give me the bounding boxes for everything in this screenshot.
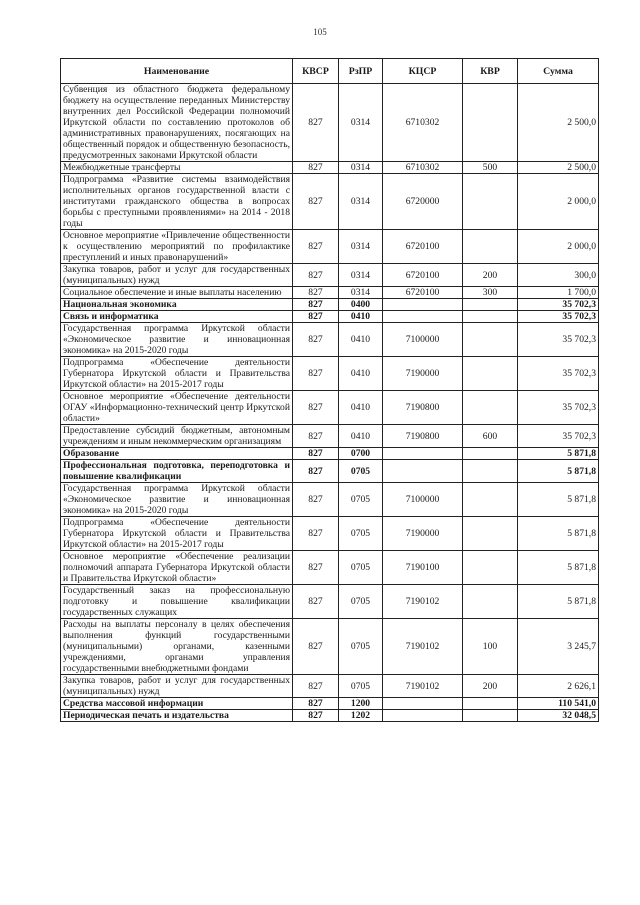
cell-kvsr: 827 (293, 84, 339, 162)
cell-name: Субвенция из областного бюджета федеральному бюджету на осуществление переданных Министерству внутренних дел Российской Федерации полномочий Иркутской области по составлению протоколов об административных правонарушениях, посягающих на общественный порядок и общественную безопасность, предусмотренных законами Иркутской области (61, 84, 293, 162)
cell-sum: 2 500,0 (518, 162, 599, 174)
cell-rzpr: 0314 (339, 162, 383, 174)
cell-kcsr (383, 311, 463, 323)
cell-rzpr: 1200 (339, 698, 383, 710)
table-section-row (61, 311, 599, 323)
cell-sum: 35 702,3 (518, 311, 599, 323)
cell-kvr: 200 (463, 264, 518, 287)
cell-sum: 35 702,3 (518, 425, 599, 448)
cell-kvr (463, 517, 518, 551)
cell-sum: 35 702,3 (518, 323, 599, 357)
table-row (61, 585, 599, 619)
cell-name: Государственный заказ на профессиональную подготовку и повышение квалификации государственных служащих (61, 585, 293, 619)
cell-sum: 5 871,8 (518, 517, 599, 551)
cell-kvsr: 827 (293, 460, 339, 483)
header-kvsr: КВСР (293, 59, 339, 84)
page-number: 105 (313, 27, 327, 37)
table-row (61, 357, 599, 391)
cell-kcsr (383, 460, 463, 483)
cell-rzpr: 0410 (339, 323, 383, 357)
cell-kvr (463, 323, 518, 357)
cell-name: Межбюджетные трансферты (61, 162, 293, 174)
table-row (61, 391, 599, 425)
cell-rzpr: 0314 (339, 84, 383, 162)
table-section-row (61, 698, 599, 710)
cell-kvsr: 827 (293, 162, 339, 174)
table-row (61, 551, 599, 585)
cell-kcsr: 7190102 (383, 675, 463, 698)
cell-name: Расходы на выплаты персоналу в целях обеспечения выполнения функций государственными (муниципальными) органами, казенными учреждениями, органами управления государственными внебюджетными фондами (61, 619, 293, 675)
cell-kcsr: 6720100 (383, 230, 463, 264)
cell-kcsr: 7100000 (383, 323, 463, 357)
cell-kvr: 600 (463, 425, 518, 448)
cell-kvr (463, 311, 518, 323)
budget-table (60, 58, 599, 722)
cell-rzpr: 0410 (339, 357, 383, 391)
cell-kvsr: 827 (293, 517, 339, 551)
cell-name: Основное мероприятие «Привлечение общественности к осуществлению мероприятий по профилактике преступлений и иных правонарушений» (61, 230, 293, 264)
cell-kvr (463, 299, 518, 311)
cell-rzpr: 0705 (339, 460, 383, 483)
cell-kcsr (383, 698, 463, 710)
cell-name: Социальное обеспечение и иные выплаты населению (61, 287, 293, 299)
cell-name: Подпрограмма «Обеспечение деятельности Губернатора Иркутской области и Правительства Иркутской области» на 2015-2017 годы (61, 357, 293, 391)
cell-kvsr: 827 (293, 551, 339, 585)
table-row (61, 264, 599, 287)
cell-kvsr: 827 (293, 299, 339, 311)
table-row (61, 230, 599, 264)
cell-rzpr: 0410 (339, 391, 383, 425)
cell-sum: 2 626,1 (518, 675, 599, 698)
cell-name: Средства массовой информации (61, 698, 293, 710)
header-sum: Сумма (518, 59, 599, 84)
cell-kvr (463, 391, 518, 425)
cell-kvsr: 827 (293, 710, 339, 722)
cell-sum: 1 700,0 (518, 287, 599, 299)
cell-rzpr: 0705 (339, 517, 383, 551)
cell-sum: 35 702,3 (518, 391, 599, 425)
cell-kvr (463, 174, 518, 230)
cell-name: Профессиональная подготовка, переподготовка и повышение квалификации (61, 460, 293, 483)
cell-sum: 5 871,8 (518, 483, 599, 517)
cell-name: Связь и информатика (61, 311, 293, 323)
cell-kcsr: 7190100 (383, 551, 463, 585)
cell-kvsr: 827 (293, 619, 339, 675)
cell-kcsr: 6710302 (383, 84, 463, 162)
cell-sum: 35 702,3 (518, 299, 599, 311)
cell-kvr (463, 84, 518, 162)
cell-kcsr: 7190800 (383, 391, 463, 425)
table-row (61, 517, 599, 551)
cell-kvr (463, 551, 518, 585)
cell-sum: 300,0 (518, 264, 599, 287)
cell-kvsr: 827 (293, 448, 339, 460)
header-kcsr: КЦСР (383, 59, 463, 84)
cell-kcsr: 6720100 (383, 287, 463, 299)
cell-rzpr: 0700 (339, 448, 383, 460)
cell-rzpr: 0314 (339, 264, 383, 287)
cell-rzpr: 0705 (339, 675, 383, 698)
cell-kvsr: 827 (293, 230, 339, 264)
cell-sum: 2 000,0 (518, 230, 599, 264)
cell-sum: 2 500,0 (518, 84, 599, 162)
cell-sum: 32 048,5 (518, 710, 599, 722)
cell-name: Основное мероприятие «Обеспечение реализации полномочий аппарата Губернатора Иркутской области и Правительства Иркутской области» (61, 551, 293, 585)
cell-rzpr: 0314 (339, 230, 383, 264)
cell-kvr: 500 (463, 162, 518, 174)
cell-kvsr: 827 (293, 264, 339, 287)
cell-rzpr: 0705 (339, 619, 383, 675)
cell-rzpr: 0705 (339, 483, 383, 517)
cell-kcsr: 7190800 (383, 425, 463, 448)
cell-name: Закупка товаров, работ и услуг для государственных (муниципальных) нужд (61, 675, 293, 698)
cell-kvr (463, 230, 518, 264)
cell-kcsr: 7190102 (383, 585, 463, 619)
cell-rzpr: 0314 (339, 174, 383, 230)
cell-sum: 3 245,7 (518, 619, 599, 675)
cell-kvr (463, 698, 518, 710)
cell-name: Образование (61, 448, 293, 460)
cell-name: Периодическая печать и издательства (61, 710, 293, 722)
cell-kvr (463, 460, 518, 483)
table-row (61, 287, 599, 299)
cell-kcsr: 7190000 (383, 517, 463, 551)
table-row (61, 323, 599, 357)
cell-kcsr: 6720000 (383, 174, 463, 230)
cell-kvsr: 827 (293, 425, 339, 448)
cell-kcsr (383, 710, 463, 722)
table-header-row (61, 59, 599, 84)
cell-kcsr (383, 299, 463, 311)
cell-sum: 2 000,0 (518, 174, 599, 230)
cell-sum: 35 702,3 (518, 357, 599, 391)
cell-rzpr: 0410 (339, 311, 383, 323)
cell-kvr (463, 357, 518, 391)
cell-kcsr: 7190102 (383, 619, 463, 675)
cell-kvsr: 827 (293, 483, 339, 517)
cell-sum: 5 871,8 (518, 551, 599, 585)
cell-name: Государственная программа Иркутской области «Экономическое развитие и инновационная экономика» на 2015-2020 годы (61, 483, 293, 517)
cell-rzpr: 0705 (339, 551, 383, 585)
cell-kcsr (383, 448, 463, 460)
cell-kcsr: 6720100 (383, 264, 463, 287)
cell-kvsr: 827 (293, 585, 339, 619)
cell-kvsr: 827 (293, 323, 339, 357)
cell-kvsr: 827 (293, 287, 339, 299)
header-kvr: КВР (463, 59, 518, 84)
cell-kvr: 100 (463, 619, 518, 675)
table-section-row (61, 460, 599, 483)
cell-kcsr: 7190000 (383, 357, 463, 391)
cell-kvsr: 827 (293, 391, 339, 425)
cell-name: Государственная программа Иркутской области «Экономическое развитие и инновационная экономика» на 2015-2020 годы (61, 323, 293, 357)
table-row (61, 174, 599, 230)
header-name: Наименование (61, 59, 293, 84)
table-section-row (61, 710, 599, 722)
cell-rzpr: 0314 (339, 287, 383, 299)
cell-kvsr: 827 (293, 357, 339, 391)
cell-sum: 5 871,8 (518, 448, 599, 460)
header-rzpr: РзПР (339, 59, 383, 84)
table-section-row (61, 299, 599, 311)
table-row (61, 619, 599, 675)
table-row (61, 162, 599, 174)
cell-rzpr: 1202 (339, 710, 383, 722)
cell-name: Предоставление субсидий бюджетным, автономным учреждениям и иным некоммерческим организациям (61, 425, 293, 448)
cell-name: Подпрограмма «Обеспечение деятельности Губернатора Иркутской области и Правительства Иркутской области» на 2015-2017 годы (61, 517, 293, 551)
cell-name: Национальная экономика (61, 299, 293, 311)
cell-name: Основное мероприятие «Обеспечение деятельности ОГАУ «Информационно-технический центр Иркутской области» (61, 391, 293, 425)
cell-kvsr: 827 (293, 675, 339, 698)
cell-kvr: 300 (463, 287, 518, 299)
table-row (61, 675, 599, 698)
table-section-row (61, 448, 599, 460)
cell-kvr (463, 585, 518, 619)
cell-sum: 110 541,0 (518, 698, 599, 710)
table-row (61, 425, 599, 448)
cell-kcsr: 6710302 (383, 162, 463, 174)
cell-kvr (463, 483, 518, 517)
table-row (61, 84, 599, 162)
cell-kvsr: 827 (293, 174, 339, 230)
cell-kvsr: 827 (293, 698, 339, 710)
table-row (61, 483, 599, 517)
cell-kvsr: 827 (293, 311, 339, 323)
cell-sum: 5 871,8 (518, 585, 599, 619)
cell-rzpr: 0410 (339, 425, 383, 448)
cell-rzpr: 0400 (339, 299, 383, 311)
cell-kvr (463, 448, 518, 460)
cell-name: Подпрограмма «Развитие системы взаимодействия исполнительных органов государственной власти с институтами гражданского общества в вопросах борьбы с преступными проявлениями» на 2014 - 2018 годы (61, 174, 293, 230)
cell-kvr: 200 (463, 675, 518, 698)
cell-sum: 5 871,8 (518, 460, 599, 483)
cell-rzpr: 0705 (339, 585, 383, 619)
cell-kcsr: 7100000 (383, 483, 463, 517)
cell-name: Закупка товаров, работ и услуг для государственных (муниципальных) нужд (61, 264, 293, 287)
cell-kvr (463, 710, 518, 722)
